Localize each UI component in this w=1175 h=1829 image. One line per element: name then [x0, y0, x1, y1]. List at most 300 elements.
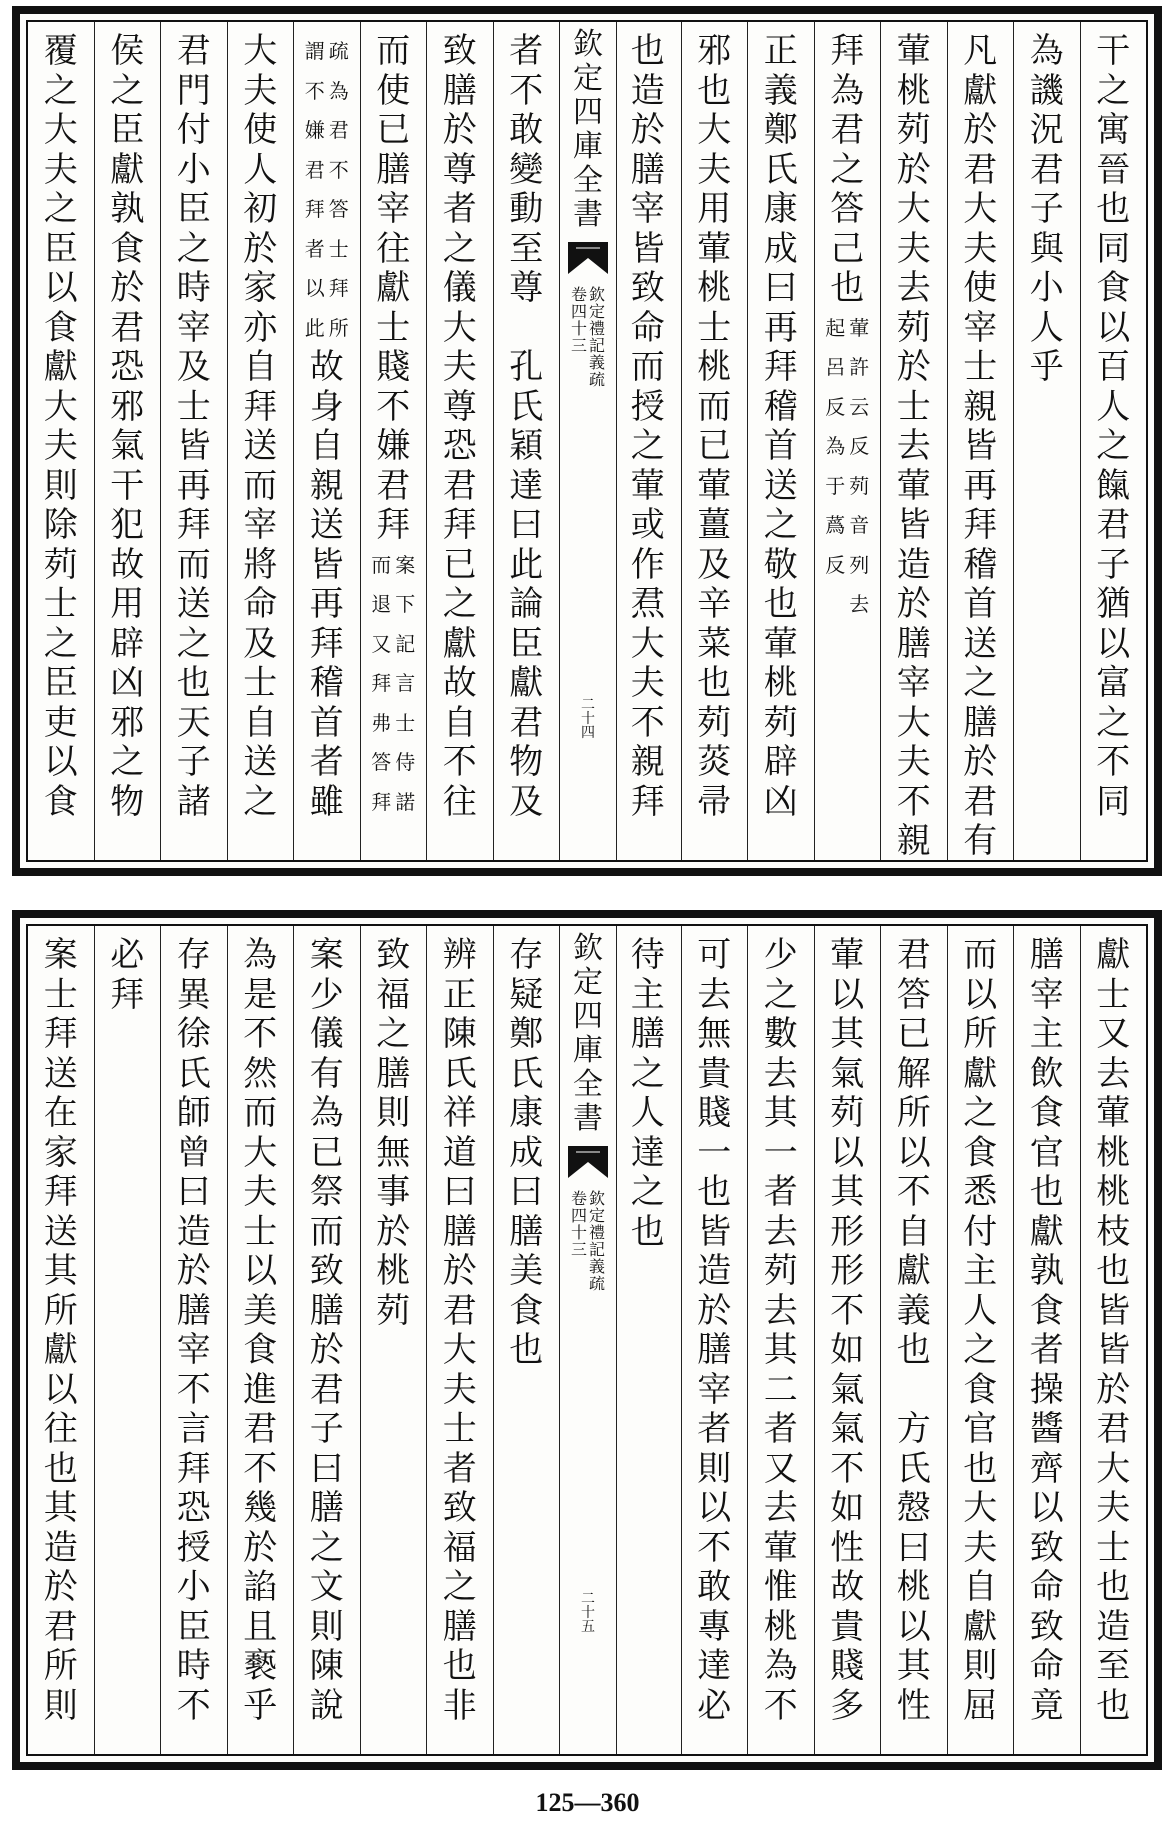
glyph: 十 [570, 1223, 587, 1242]
glyph: 人 [963, 1290, 998, 1331]
glyph: 之 [1096, 702, 1131, 743]
glyph: 拜 [110, 974, 145, 1015]
glyph: 士 [328, 236, 349, 261]
glyph: 道 [442, 1132, 477, 1173]
glyph: 獻 [963, 70, 998, 111]
glyph: 君 [376, 465, 411, 506]
glyph: 自 [963, 1567, 998, 1607]
glyph: 桃 [896, 1567, 931, 1607]
glyph: 付 [963, 1211, 998, 1252]
glyph: 付 [176, 110, 211, 150]
glyph: 不 [896, 1172, 931, 1212]
glyph: 邪 [697, 31, 732, 71]
glyph: 於 [243, 228, 278, 269]
glyph: 儀 [309, 1014, 344, 1054]
glyph: 全 [573, 163, 603, 198]
glyph: 異 [176, 974, 211, 1015]
glyph: 初 [243, 189, 278, 229]
glyph: 之 [830, 149, 865, 190]
page-frame [26, 924, 1148, 1756]
glyph: 於 [43, 1567, 78, 1607]
glyph: 之 [43, 623, 78, 664]
glyph: 主 [1029, 1014, 1064, 1054]
glyph: 用 [697, 189, 732, 229]
text-column [1013, 926, 1080, 1754]
right-half [615, 926, 1146, 1754]
glyph: 也 [509, 1330, 544, 1370]
glyph: 十 [581, 1605, 595, 1621]
glyph: 且 [243, 1606, 278, 1647]
glyph: 食 [1029, 1290, 1064, 1331]
glyph: 則 [43, 1685, 78, 1726]
glyph: 子 [176, 742, 211, 782]
glyph: 君 [442, 465, 477, 506]
glyph: 不 [304, 78, 325, 103]
glyph: 送 [243, 742, 278, 782]
glyph: 夫 [896, 742, 931, 782]
glyph: 及 [176, 347, 211, 387]
glyph: 物 [110, 781, 145, 822]
glyph: 為 [1029, 31, 1064, 71]
glyph: 於 [376, 1211, 411, 1252]
glyph: 達 [630, 1132, 665, 1173]
glyph: 欽 [588, 1189, 605, 1208]
glyph: 桃 [1096, 1132, 1131, 1173]
glyph: 為 [763, 1646, 798, 1686]
glyph: 食 [43, 307, 78, 348]
glyph: 三 [570, 1240, 587, 1259]
glyph: 氏 [509, 1053, 544, 1094]
glyph: 君 [176, 31, 211, 71]
glyph: 拜 [630, 781, 665, 822]
glyph: 也 [1096, 1251, 1131, 1291]
glyph: 尊 [442, 149, 477, 190]
glyph: 去 [763, 1290, 798, 1331]
glyph: 稽 [309, 663, 344, 703]
glyph: 茢 [763, 1251, 798, 1291]
glyph: 解 [896, 1053, 931, 1094]
text-column [681, 926, 748, 1754]
glyph: 膳 [1029, 935, 1064, 975]
center-gutter [559, 926, 617, 1754]
glyph: 士 [963, 347, 998, 387]
glyph: 二 [581, 1591, 595, 1607]
glyph: 送 [43, 1053, 78, 1094]
glyph: 達 [697, 1646, 732, 1686]
glyph: 大 [896, 189, 931, 229]
glyph: 者 [442, 1448, 477, 1489]
glyph: 疏 [328, 39, 349, 63]
glyph: 以 [304, 276, 325, 300]
glyph: 云 [849, 394, 870, 419]
glyph: 四 [570, 1206, 587, 1225]
glyph: 不 [509, 70, 544, 111]
glyph: 膳 [509, 1211, 544, 1252]
glyph: 授 [630, 386, 665, 427]
glyph: 記 [395, 631, 416, 656]
glyph: 少 [309, 974, 344, 1015]
glyph: 君 [963, 781, 998, 822]
glyph: 將 [243, 544, 278, 585]
glyph: 君 [328, 118, 349, 142]
glyph: 美 [243, 1290, 278, 1331]
glyph: 首 [763, 426, 798, 466]
glyph: 以 [830, 974, 865, 1015]
glyph: 之 [110, 742, 145, 782]
page-bottom [12, 910, 1162, 1770]
glyph: 文 [309, 1567, 344, 1607]
text-column [814, 22, 881, 860]
glyph: 士 [43, 974, 78, 1015]
glyph: 往 [376, 228, 411, 269]
glyph: 去 [763, 1053, 798, 1094]
glyph: 葷 [1096, 1093, 1131, 1133]
glyph: 稽 [963, 544, 998, 585]
glyph: 拜 [304, 197, 325, 221]
glyph: 嫌 [376, 426, 411, 466]
glyph: 欽 [573, 931, 603, 966]
glyph: 侯 [110, 31, 145, 71]
glyph: 不 [830, 1290, 865, 1331]
glyph: 己 [830, 228, 865, 269]
glyph: 已 [896, 1014, 931, 1054]
glyph: 賤 [376, 347, 411, 387]
glyph: 臣 [176, 189, 211, 229]
text-column [1080, 926, 1147, 1754]
glyph: 膳 [442, 1606, 477, 1647]
glyph: 以 [243, 1251, 278, 1291]
glyph: 孰 [110, 189, 145, 229]
glyph: 恐 [442, 426, 477, 466]
glyph: 進 [243, 1369, 278, 1410]
glyph: 士 [896, 386, 931, 427]
glyph: 於 [176, 1251, 211, 1291]
glyph: 干 [1096, 31, 1131, 71]
glyph: 致 [1029, 1606, 1064, 1647]
leaf-number [579, 1592, 597, 1634]
glyph: 茢 [763, 702, 798, 743]
glyph: 夫 [243, 1172, 278, 1212]
glyph: 為 [830, 70, 865, 111]
glyph: 之 [43, 70, 78, 111]
glyph: 故 [309, 347, 344, 387]
glyph: 人 [243, 149, 278, 190]
glyph: 邪 [110, 386, 145, 427]
glyph: 自 [896, 1211, 931, 1252]
glyph: 於 [442, 1251, 477, 1291]
glyph: 曰 [763, 268, 798, 308]
glyph: 首 [963, 584, 998, 624]
glyph: 庫 [573, 129, 603, 164]
glyph: 四 [581, 725, 595, 741]
glyph: 惟 [763, 1567, 798, 1607]
glyph: 天 [176, 702, 211, 743]
glyph: 之 [43, 189, 78, 229]
glyph: 膳 [309, 1290, 344, 1331]
glyph: 也 [1096, 189, 1131, 229]
glyph: 士 [442, 1409, 477, 1449]
glyph: 氏 [509, 386, 544, 427]
glyph: 造 [697, 1251, 732, 1291]
glyph: 侍 [395, 750, 416, 774]
glyph: 至 [509, 228, 544, 269]
glyph: 徐 [176, 1014, 211, 1054]
glyph: 也 [43, 1448, 78, 1489]
glyph: 首 [309, 702, 344, 743]
glyph: 已 [376, 110, 411, 150]
glyph: 屈 [963, 1685, 998, 1726]
glyph: 以 [697, 1488, 732, 1528]
glyph: 時 [176, 268, 211, 308]
glyph: 而 [371, 552, 392, 577]
glyph: 命 [630, 307, 665, 348]
glyph: 操 [1029, 1369, 1064, 1410]
glyph: 皆 [176, 426, 211, 466]
glyph: 者 [304, 236, 325, 261]
glyph: 膳 [630, 1014, 665, 1054]
glyph: 在 [43, 1093, 78, 1133]
glyph: 君 [963, 149, 998, 190]
glyph: 於 [697, 1290, 732, 1331]
glyph: 敬 [763, 544, 798, 585]
glyph: 無 [376, 1132, 411, 1173]
glyph: 去 [763, 1488, 798, 1528]
glyph: 於 [309, 1330, 344, 1370]
glyph: 夫 [1096, 1488, 1131, 1528]
glyph: 如 [830, 1330, 865, 1370]
glyph: 皆 [697, 1211, 732, 1252]
glyph: 弗 [371, 710, 392, 735]
glyph: 葷 [697, 228, 732, 269]
glyph: 桃 [376, 1251, 411, 1291]
glyph: 書 [573, 1101, 603, 1136]
glyph: 事 [376, 1172, 411, 1212]
glyph: 士 [1096, 974, 1131, 1015]
glyph: 者 [509, 31, 544, 71]
glyph: 論 [509, 584, 544, 624]
glyph: 子 [309, 1409, 344, 1449]
glyph: 君 [304, 157, 325, 182]
glyph: 用 [110, 584, 145, 624]
glyph: 獻 [442, 623, 477, 664]
glyph: 宰 [176, 1330, 211, 1370]
glyph: 拜 [243, 386, 278, 427]
glyph: 音 [849, 513, 870, 537]
glyph: 者 [1029, 1330, 1064, 1370]
glyph: 皆 [630, 228, 665, 269]
glyph: 士 [697, 307, 732, 348]
glyph: 辨 [442, 935, 477, 975]
glyph: 君 [1096, 505, 1131, 545]
glyph: 自 [243, 702, 278, 743]
glyph: 性 [830, 1527, 865, 1568]
glyph: 茢 [849, 473, 870, 498]
glyph: 夫 [43, 149, 78, 190]
text-column [94, 926, 161, 1754]
text-column [160, 22, 227, 860]
glyph: 記 [588, 336, 605, 355]
glyph: 恐 [176, 1488, 211, 1528]
glyph: 再 [763, 307, 798, 348]
glyph: 主 [630, 974, 665, 1015]
text-column [360, 22, 427, 860]
glyph: 欽 [588, 285, 605, 304]
glyph: 葷 [896, 31, 931, 71]
glyph: 之 [442, 584, 477, 624]
glyph: 者 [763, 1409, 798, 1449]
glyph: 答 [328, 197, 349, 221]
glyph: 不 [243, 1448, 278, 1489]
glyph: 葷 [830, 935, 865, 975]
glyph: 吏 [43, 702, 78, 743]
glyph: 宰 [963, 307, 998, 348]
glyph: 答 [896, 974, 931, 1015]
glyph: 除 [43, 505, 78, 545]
glyph: 獻 [43, 347, 78, 387]
glyph: 諾 [395, 789, 416, 814]
glyph: 四 [570, 302, 587, 321]
glyph: 所 [43, 1290, 78, 1331]
glyph: 諂 [243, 1567, 278, 1607]
glyph: 不 [442, 742, 477, 782]
glyph: 夫 [896, 228, 931, 269]
glyph: 動 [509, 189, 544, 229]
glyph: 子 [1029, 189, 1064, 229]
glyph: 之 [630, 426, 665, 466]
glyph: 再 [963, 465, 998, 506]
glyph: 使 [243, 110, 278, 150]
glyph: 性 [896, 1685, 931, 1726]
glyph: 臣 [176, 1606, 211, 1647]
glyph: 也 [1096, 1567, 1131, 1607]
glyph: 一 [697, 1132, 732, 1173]
glyph: 譏 [1029, 70, 1064, 111]
glyph: 不 [176, 1369, 211, 1410]
glyph: 臣 [43, 228, 78, 269]
glyph: 必 [110, 935, 145, 975]
glyph: 如 [830, 1488, 865, 1528]
glyph: 曰 [176, 1172, 211, 1212]
leaf-number [579, 698, 597, 740]
glyph: 食 [963, 1132, 998, 1173]
glyph: 去 [849, 592, 870, 616]
glyph: 下 [395, 592, 416, 616]
glyph: 君 [1096, 1409, 1131, 1449]
glyph: 拜 [371, 671, 392, 695]
glyph: 氣 [830, 1369, 865, 1410]
glyph: 膳 [442, 70, 477, 111]
glyph: 非 [442, 1685, 477, 1726]
text-column [1080, 22, 1147, 860]
glyph: 故 [110, 544, 145, 585]
page-frame [26, 20, 1148, 862]
glyph: 者 [763, 1172, 798, 1212]
glyph: 獻 [509, 663, 544, 703]
glyph: 桃 [763, 663, 798, 703]
glyph: 大 [630, 623, 665, 664]
glyph: 造 [43, 1527, 78, 1568]
glyph: 君 [1029, 149, 1064, 190]
glyph: 褻 [243, 1646, 278, 1686]
glyph: 則 [309, 1606, 344, 1647]
glyph: 覆 [43, 31, 78, 71]
glyph: 於 [1096, 1369, 1131, 1410]
glyph: 敢 [509, 110, 544, 150]
glyph: 反 [825, 552, 846, 577]
glyph: 大 [442, 307, 477, 348]
glyph: 往 [442, 781, 477, 822]
glyph: 則 [963, 1646, 998, 1686]
glyph: 大 [963, 1488, 998, 1528]
glyph: 夫 [697, 149, 732, 190]
glyph: 敢 [697, 1567, 732, 1607]
glyph: 拜 [43, 1172, 78, 1212]
glyph: 而 [309, 1211, 344, 1252]
glyph: 士 [43, 584, 78, 624]
glyph: 授 [176, 1527, 211, 1568]
glyph: 皆 [309, 544, 344, 585]
glyph: 疏 [588, 370, 605, 389]
glyph: 拜 [376, 505, 411, 545]
glyph: 之 [309, 1527, 344, 1568]
glyph: 以 [963, 974, 998, 1015]
glyph: 氏 [176, 1053, 211, 1094]
glyph: 自 [243, 347, 278, 387]
inline-annotation [304, 32, 350, 348]
glyph: 及 [509, 781, 544, 822]
glyph: 之 [1096, 70, 1131, 111]
glyph: 菼 [697, 742, 732, 782]
glyph: 以 [43, 742, 78, 782]
glyph: 貴 [697, 1053, 732, 1094]
glyph: 猶 [1096, 584, 1131, 624]
text-column [426, 22, 493, 860]
glyph: 送 [963, 623, 998, 664]
glyph: 而 [176, 544, 211, 585]
text-column [615, 22, 681, 860]
glyph: 又 [1096, 1014, 1131, 1054]
glyph: 拜 [176, 505, 211, 545]
glyph: 宰 [630, 189, 665, 229]
glyph: 或 [630, 505, 665, 545]
glyph: 士 [1096, 1527, 1131, 1568]
glyph: 食 [110, 228, 145, 269]
glyph: 命 [1029, 1567, 1064, 1607]
glyph: 多 [830, 1685, 865, 1726]
glyph: 福 [442, 1527, 477, 1568]
glyph: 於 [110, 268, 145, 308]
glyph: 氣 [830, 1409, 865, 1449]
glyph: 可 [697, 935, 732, 975]
glyph: 也 [697, 70, 732, 111]
glyph: 記 [588, 1240, 605, 1259]
glyph: 氣 [110, 426, 145, 466]
glyph: 官 [1029, 1132, 1064, 1173]
glyph: 曰 [509, 1172, 544, 1212]
text-column [28, 22, 94, 860]
glyph: 祭 [309, 1172, 344, 1212]
glyph: 茢 [896, 307, 931, 348]
glyph: 帚 [697, 781, 732, 822]
glyph: 人 [1096, 386, 1131, 427]
glyph: 康 [509, 1093, 544, 1133]
glyph: 茢 [896, 110, 931, 150]
glyph: 宰 [697, 1369, 732, 1410]
glyph: 士 [243, 1211, 278, 1252]
glyph: 於 [243, 1527, 278, 1568]
glyph: 臣 [43, 663, 78, 703]
glyph: 者 [697, 1409, 732, 1449]
